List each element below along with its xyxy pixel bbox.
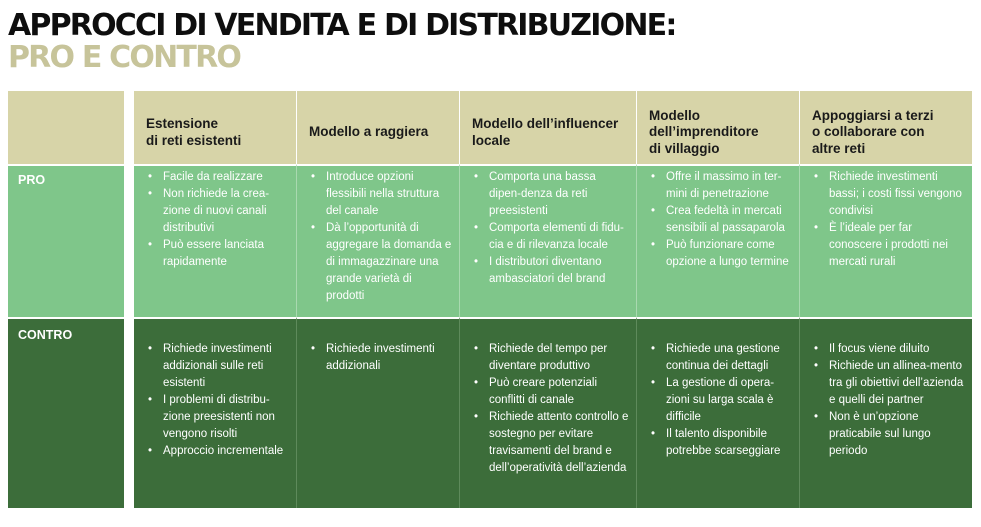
list-item: • Non è un’opzione praticabile sul lungo periodo <box>812 409 966 460</box>
list-item: • I distributori diventano ambasciatori del brand <box>472 254 630 288</box>
column-header-influencer: Modello dell’influencer locale <box>460 91 637 164</box>
list-item: • Richiede investimenti addizionali sulle reti esistenti <box>146 341 290 392</box>
list-item: • Facile da realizzare <box>146 169 290 186</box>
list-item: • Può funzionare come opzione a lungo termine <box>649 237 793 271</box>
contro-cell-raggiera <box>297 317 460 508</box>
list-item: • Comporta elementi di fidu-cia e di rilevanza locale <box>472 220 630 254</box>
row-label-pro: PRO <box>8 164 124 317</box>
list-item: • Richiede attento controllo e sostegno per evitare travisamenti del brand e dell’operatività dell’azienda <box>472 409 630 477</box>
contro-cell-estensione <box>134 317 297 508</box>
column-header-estensione: Estensione di reti esistenti <box>134 91 297 164</box>
row-label-contro: CONTRO <box>8 317 124 508</box>
list-item: • Approccio incrementale <box>146 443 290 460</box>
title-line-2: PRO E CONTRO <box>8 40 241 75</box>
gap-cell <box>124 91 134 164</box>
page-title <box>8 10 676 74</box>
list-item: • Richiede una gestione continua dei dettagli <box>649 341 793 375</box>
list-item: • Può creare potenziali conflitti di canale <box>472 375 630 409</box>
list-item: • Richiede investimenti bassi; i costi fissi vengono condivisi <box>812 169 966 220</box>
comparison-table <box>8 91 972 508</box>
list-item: • Il talento disponibile potrebbe scarseggiare <box>649 426 793 460</box>
gap-cell <box>124 164 134 317</box>
pro-cell-imprenditore <box>637 164 800 317</box>
list-item: • Richiede investimenti addizionali <box>309 341 453 375</box>
list-item: • Richiede un allinea-mento tra gli obiettivi dell’azienda e quelli dei partner <box>812 358 966 409</box>
contro-cell-influencer <box>460 317 637 508</box>
contro-cell-imprenditore <box>637 317 800 508</box>
list-item: • È l’ideale per far conoscere i prodotti nei mercati rurali <box>812 220 966 271</box>
title-line-1: APPROCCI DI VENDITA E DI DISTRIBUZIONE: <box>8 8 676 43</box>
list-item: • I problemi di distribu-zione preesistenti non vengono risolti <box>146 392 290 443</box>
pro-cell-raggiera <box>297 164 460 317</box>
list-item: • Può essere lanciata rapidamente <box>146 237 290 271</box>
list-item: • Introduce opzioni flessibili nella struttura del canale <box>309 169 453 220</box>
gap-cell <box>124 317 134 508</box>
list-item: • Non richiede la crea-zione di nuovi canali distributivi <box>146 186 290 237</box>
pro-cell-terzi <box>800 164 972 317</box>
pro-cell-influencer <box>460 164 637 317</box>
list-item: • Dà l’opportunità di aggregare la domanda e di immagazzinare una grande varietà di prodotti <box>309 220 453 305</box>
column-header-imprenditore: Modello dell’imprenditore di villaggio <box>637 91 800 164</box>
column-header-raggiera: Modello a raggiera <box>297 91 460 164</box>
list-item: • Crea fedeltà in mercati sensibili al passaparola <box>649 203 793 237</box>
column-header-terzi: Appoggiarsi a terzi o collaborare con altre reti <box>800 91 972 164</box>
list-item: • La gestione di opera-zioni su larga scala è difficile <box>649 375 793 426</box>
list-item: • Richiede del tempo per diventare produttivo <box>472 341 630 375</box>
list-item: • Il focus viene diluito <box>812 341 966 358</box>
pro-cell-estensione <box>134 164 297 317</box>
list-item: • Comporta una bassa dipen-denza da reti preesistenti <box>472 169 630 220</box>
corner-cell <box>8 91 124 164</box>
list-item: • Offre il massimo in ter-mini di penetrazione <box>649 169 793 203</box>
contro-cell-terzi <box>800 317 972 508</box>
